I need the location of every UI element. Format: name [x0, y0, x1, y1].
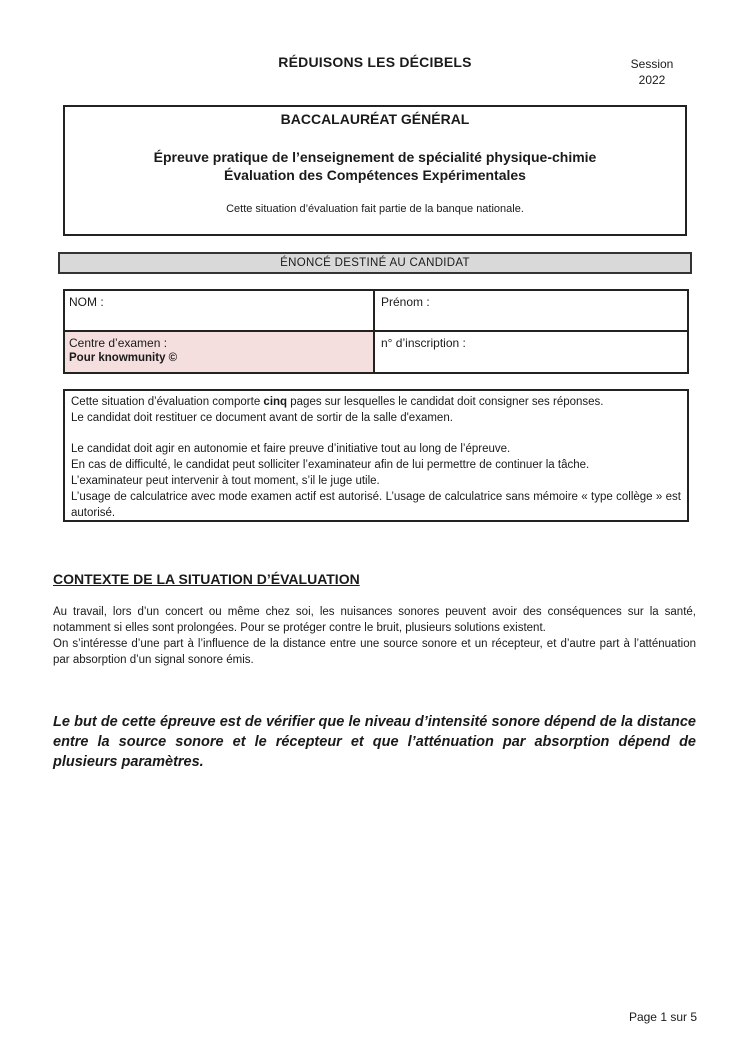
instruction-line-3: Le candidat doit agir en autonomie et faire preuve d’initiative tout au long de l’épreuve.	[71, 443, 511, 455]
context-paragraph-2: On s’intéresse d’une part à l’influence de la distance entre une source sonore et un récepteur, et d’autre part à l’atténuation par absorption d’un signal sonore émis.	[53, 638, 696, 666]
document-title: RÉDUISONS LES DÉCIBELS	[278, 54, 472, 70]
page-number: Page 1 sur 5	[628, 1010, 697, 1024]
exam-goal: Le but de cette épreuve est de vérifier que le niveau d’intensité sonore dépend de la distance entre la source sonore et le récepteur et que l’atténuation par absorption dépend de plusieurs paramètres.	[53, 714, 696, 770]
instructions-box	[63, 389, 689, 522]
instruction-line-1: Cette situation d’évaluation comporte cinq pages sur lesquelles le candidat doit consigner ses réponses.	[71, 396, 604, 408]
exam-header-box	[63, 105, 687, 236]
centre-field[interactable]	[65, 332, 375, 372]
nom-label: NOM :	[69, 295, 104, 309]
instruction-line-6: L’usage de calculatrice avec mode examen actif est autorisé. L’usage de calculatrice sans mémoire « type collège » est autorisé.	[71, 491, 681, 519]
inscription-field[interactable]	[375, 332, 687, 372]
centre-label: Centre d’examen :	[69, 336, 168, 350]
session-year: 2022	[638, 73, 666, 87]
prenom-field[interactable]	[375, 291, 687, 332]
session-info	[612, 56, 692, 88]
exam-note: Cette situation d’évaluation fait partie de la banque nationale.	[226, 203, 524, 215]
session-label: Session	[630, 57, 674, 71]
context-text	[53, 604, 696, 668]
centre-value: Pour knowmunity ©	[69, 352, 178, 364]
nom-field[interactable]	[65, 291, 375, 332]
exam-subtitle-1: Épreuve pratique de l’enseignement de spécialité physique-chimie	[153, 149, 597, 165]
context-section-title: CONTEXTE DE LA SITUATION D’ÉVALUATION	[53, 571, 360, 587]
enonce-banner: ÉNONCÉ DESTINÉ AU CANDIDAT	[58, 252, 692, 274]
candidate-identity-table	[63, 289, 689, 374]
prenom-label: Prénom :	[381, 295, 430, 309]
instruction-line-5: L’examinateur peut intervenir à tout moment, s’il le juge utile.	[71, 475, 380, 487]
context-paragraph-1: Au travail, lors d’un concert ou même chez soi, les nuisances sonores peuvent avoir des conséquences sur la santé, notamment si elles sont prolongées. Pour se protéger contre le bruit, plusieurs solutions existent.	[53, 606, 696, 634]
exam-title: BACCALAURÉAT GÉNÉRAL	[280, 111, 470, 127]
instruction-line-4: En cas de difficulté, le candidat peut solliciter l’examinateur afin de lui permettre de continuer la tâche.	[71, 459, 590, 471]
inscription-label: n° d’inscription :	[381, 336, 466, 350]
instruction-line-2: Le candidat doit restituer ce document avant de sortir de la salle d'examen.	[71, 412, 453, 424]
exam-subtitle-2: Évaluation des Compétences Expérimentales	[224, 167, 526, 183]
